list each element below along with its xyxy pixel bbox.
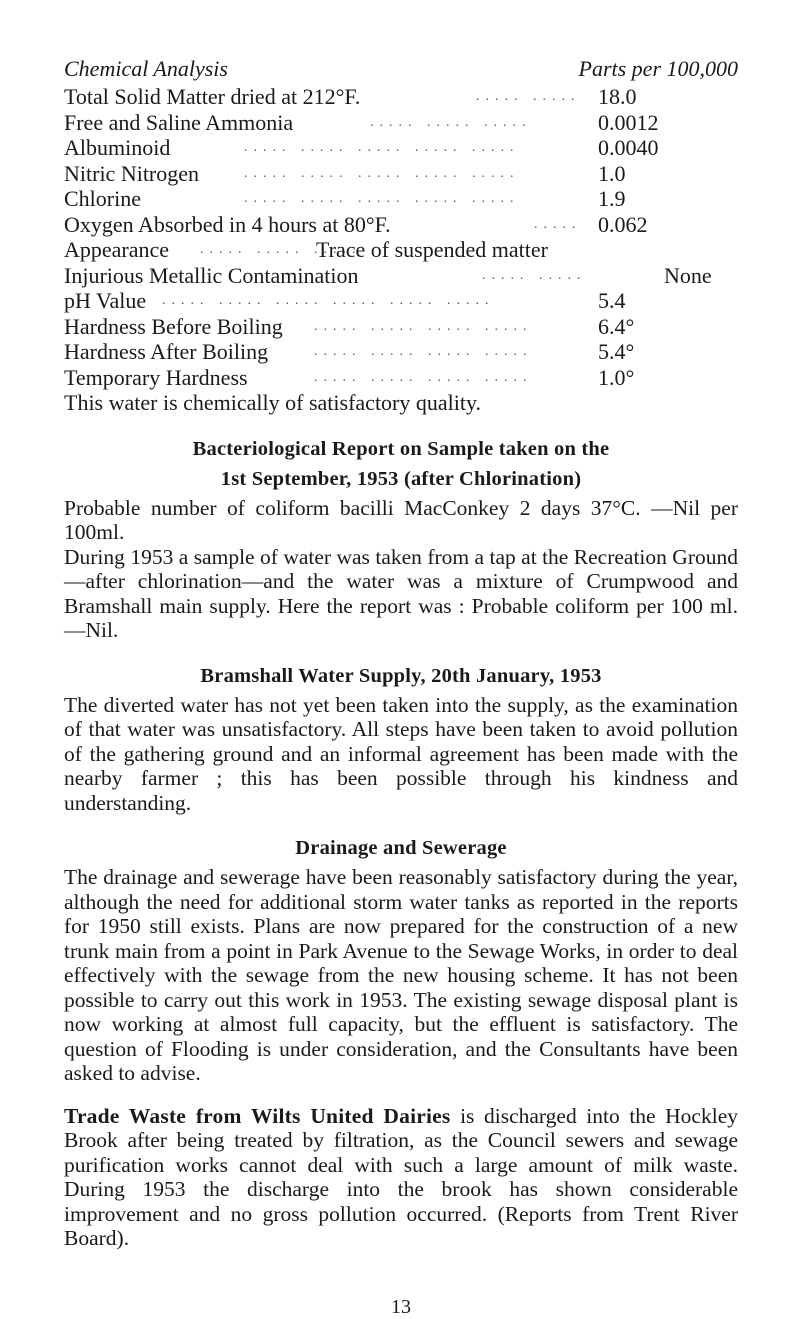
row-value: 5.4° [598,339,635,364]
leader-dots: ..... ..... ..... ..... ..... [244,140,520,155]
analysis-row-albuminoid [64,135,738,161]
drainage-paragraph: The drainage and sewerage have been reasonably satisfactory during the year, although the need for additional storm water tanks as reported in the reports for 1950 still exists. Plans are now prepared for the construction of a new trunk main from a point in Park Avenue to the Sewage Works, in order to deal effectively with the sewage from the new housing scheme. It has not been possible to carry out this work in 1953. The existing sewage disposal plant is now working at almost full capacity, but the effluent is satisfactory. The question of Flooding is under consideration, and the Consultants have been asked to advise. [64,865,738,1085]
bramshall-paragraph: The diverted water has not yet been taken into the supply, as the examination of that water was unsatisfactory. All steps have been taken to avoid pollution of the gathering ground and an informal agreement has been made with the nearby farmer ; this has been possible through his kindness and understanding. [64,692,738,815]
row-label: pH Value [64,288,147,313]
row-label: Albuminoid [64,135,171,160]
row-value: 6.4° [598,313,635,339]
leader-dots: ..... ..... ..... [200,242,362,257]
chemical-analysis-heading: Chemical Analysis [64,56,228,81]
row-label: Chlorine [64,186,141,211]
analysis-row-temporary-hardness [64,365,738,391]
analysis-row-total-solids [64,84,738,110]
leader-dots: ..... ..... ..... ..... ..... [244,165,520,181]
row-label: Total Solid Matter dried at 212°F. [64,84,361,109]
leader-dots: ..... [534,216,582,232]
analysis-row-oxygen-absorbed [64,212,738,238]
row-value: 1.0° [598,364,635,390]
bacteriological-title-line1: Bacteriological Report on Sample taken on the [192,437,610,460]
leader-dots: ..... ..... ..... ..... ..... [244,191,520,206]
bacteriological-sample-paragraph: During 1953 a sample of water was taken from a tap at the Recreation Ground—after chlorination—and the water was a mixture of Crumpwood and Bramshall main supply. Here the report was : Probable coliform per 100 ml.—Nil. [64,544,738,642]
analysis-row-ph-value [64,288,738,314]
analysis-row-hardness-before [64,314,738,340]
analysis-row-hardness-after [64,339,738,365]
leader-dots: ..... ..... [476,89,581,104]
leader-dots: ..... ..... ..... ..... [314,344,533,359]
leader-dots: ..... ..... ..... [370,114,532,130]
row-value: None [664,262,712,288]
leader-dots: ..... ..... [482,267,587,283]
bacteriological-result: Probable number of coliform bacilli MacConkey 2 days 37°C. —Nil per 100ml. [64,495,738,544]
row-label: Hardness After Boiling [64,339,269,364]
analysis-row-chlorine [64,186,738,212]
trade-waste-paragraph [64,1104,738,1251]
row-value: 1.0 [598,160,626,186]
page-number: 13 [391,1296,411,1318]
row-value: 0.0012 [598,109,659,135]
row-label: Temporary Hardness [64,364,248,390]
bramshall-title: Bramshall Water Supply, 20th January, 1953 [200,664,602,687]
row-value: 0.0040 [598,135,659,160]
row-label: Oxygen Absorbed in 4 hours at 80°F. [64,211,391,237]
row-value: Trace of suspended matter [316,237,548,262]
document-page [64,56,738,1318]
row-label: Free and Saline Ammonia [64,109,294,135]
chemical-analysis-header [64,56,738,82]
analysis-row-appearance [64,237,738,263]
leader-dots: ..... ..... ..... ..... [314,318,533,334]
leader-dots: ..... ..... ..... ..... [314,369,533,385]
leader-dots: ..... ..... ..... ..... ..... ..... [162,293,495,308]
row-value: 0.062 [598,211,648,237]
analysis-row-metallic-contamination [64,263,738,289]
bacteriological-title-line2: 1st September, 1953 (after Chlorination) [220,467,582,490]
row-value: 1.9 [598,186,626,211]
trade-waste-text: is discharged into the Hockley Brook after being treated by filtration, as the Council sewers and sewage purification works cannot deal with such a large amount of milk waste. During 1953 the discharge into the brook has shown considerable improvement and no gross pollution occurred. (Reports from Trent River Board). [64,1103,738,1250]
trade-waste-title: Trade Waste from Wilts United Dairies [64,1103,451,1128]
analysis-row-nitric-nitrogen [64,161,738,187]
row-value: 5.4 [598,288,626,313]
chemical-conclusion: This water is chemically of satisfactory quality. [64,390,482,415]
row-label: Injurious Metallic Contamination [64,262,359,288]
drainage-title: Drainage and Sewerage [295,837,507,859]
row-label: Appearance [64,237,170,262]
chemical-analysis-table [64,84,738,390]
units-heading: Parts per 100,000 [578,56,738,81]
analysis-row-ammonia [64,110,738,136]
row-label: Nitric Nitrogen [64,160,200,186]
row-label: Hardness Before Boiling [64,313,283,339]
row-value: 18.0 [598,84,637,109]
